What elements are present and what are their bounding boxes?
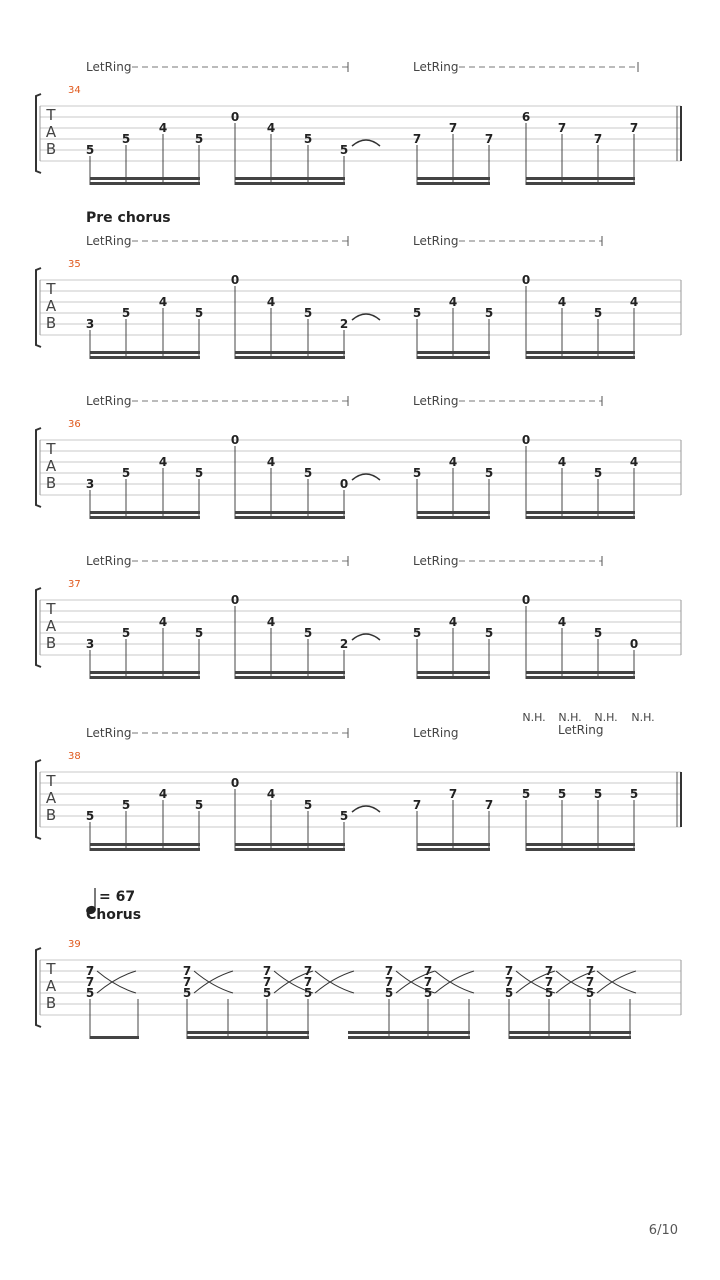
- let-ring-label: LetRing: [413, 60, 459, 74]
- chord-fret-number: 7: [303, 975, 313, 989]
- beam-primary: [90, 676, 200, 679]
- fret-number: 0: [339, 477, 349, 491]
- natural-harmonic-label: N.H.: [522, 711, 546, 724]
- fret-number: 5: [121, 798, 131, 812]
- system-34-tab-letter-t: T: [46, 106, 56, 124]
- system-34-tab-letter-b: B: [45, 140, 57, 158]
- let-ring-label: LetRing: [86, 554, 132, 568]
- fret-number: 5: [194, 132, 204, 146]
- fret-number: 5: [121, 626, 131, 640]
- beam-secondary: [90, 351, 200, 354]
- system-36-tab-letter-t: T: [46, 440, 56, 458]
- tempo-marking: = 67: [99, 889, 136, 905]
- beam-primary: [235, 356, 345, 359]
- beam-primary: [526, 848, 635, 851]
- fret-number: 4: [448, 615, 458, 629]
- beam-primary: [187, 1036, 309, 1039]
- fret-number: 4: [158, 787, 168, 801]
- chord-fret-number: 7: [303, 964, 313, 978]
- chord-fret-number: 7: [504, 975, 514, 989]
- beam-primary: [509, 1036, 631, 1039]
- measure-number: 34: [68, 85, 81, 96]
- chord-fret-number: 7: [423, 964, 433, 978]
- tie-arc: [352, 314, 380, 320]
- system-35-tab-letter-a: A: [45, 297, 57, 315]
- beam-secondary: [526, 671, 635, 674]
- fret-number: 4: [158, 295, 168, 309]
- beam-primary: [526, 676, 635, 679]
- fret-number: 5: [303, 466, 313, 480]
- fret-number: 4: [158, 615, 168, 629]
- fret-number: 0: [521, 273, 531, 287]
- fret-number: 5: [121, 306, 131, 320]
- chord-fret-number: 5: [85, 986, 95, 1000]
- fret-number: 3: [85, 477, 95, 491]
- chord-fret-number: 7: [384, 975, 394, 989]
- section-label: Chorus: [86, 907, 142, 923]
- fret-number: 4: [266, 615, 276, 629]
- tie-arc: [352, 474, 380, 480]
- fret-number: 3: [85, 317, 95, 331]
- natural-harmonic-label: N.H.: [558, 711, 582, 724]
- beam-primary: [235, 676, 345, 679]
- fret-number: 5: [85, 143, 95, 157]
- fret-number: 5: [121, 132, 131, 146]
- system-34-tab-letter-a: A: [45, 123, 57, 141]
- let-ring-label: LetRing: [413, 234, 459, 248]
- beam-primary: [526, 356, 635, 359]
- tab-system-37: [36, 554, 681, 679]
- chord-fret-number: 7: [262, 964, 272, 978]
- fret-number: 5: [339, 809, 349, 823]
- systems-layer: [36, 60, 681, 851]
- fret-number: 5: [557, 787, 567, 801]
- system-38-tab-letter-a: A: [45, 789, 57, 807]
- beam-secondary: [417, 511, 490, 514]
- chord-fret-number: 7: [182, 975, 192, 989]
- chord-fret-number: 7: [85, 975, 95, 989]
- fret-number: 0: [230, 433, 240, 447]
- fret-number: 4: [158, 455, 168, 469]
- chord-fret-number: 7: [544, 964, 554, 978]
- fret-number: 5: [629, 787, 639, 801]
- tab-system-38: [36, 711, 681, 851]
- fret-number: 7: [412, 798, 422, 812]
- beam-secondary: [526, 511, 635, 514]
- beam-secondary: [417, 177, 490, 180]
- fret-number: 7: [557, 121, 567, 135]
- beam-secondary: [235, 351, 345, 354]
- chord-fret-number: 5: [262, 986, 272, 1000]
- system-39-tab-letter-a: A: [45, 977, 57, 995]
- fret-number: 5: [194, 306, 204, 320]
- system-36-tab-letter-a: A: [45, 457, 57, 475]
- beam-secondary: [526, 351, 635, 354]
- fret-number: 5: [412, 626, 422, 640]
- beam-primary: [417, 676, 490, 679]
- tab-system-36: [36, 394, 681, 519]
- fret-number: 2: [339, 317, 349, 331]
- beam-secondary: [509, 1031, 631, 1034]
- beam-primary: [90, 1036, 139, 1039]
- chord-fret-number: 7: [384, 964, 394, 978]
- measure-number: 38: [68, 751, 81, 762]
- fret-number: 5: [194, 626, 204, 640]
- system-35-tab-letter-b: B: [45, 314, 57, 332]
- fret-number: 5: [521, 787, 531, 801]
- let-ring-label: LetRing: [86, 60, 132, 74]
- beam-primary: [235, 848, 345, 851]
- beam-primary: [235, 182, 345, 185]
- let-ring-label: LetRing: [558, 723, 604, 737]
- fret-number: 0: [230, 273, 240, 287]
- measure-number: 37: [68, 579, 81, 590]
- fret-number: 5: [303, 798, 313, 812]
- fret-number: 5: [412, 306, 422, 320]
- chord-fret-number: 7: [182, 964, 192, 978]
- beam-primary: [417, 182, 490, 185]
- fret-number: 7: [484, 132, 494, 146]
- tie-arc: [352, 806, 380, 812]
- natural-harmonic-label: N.H.: [594, 711, 618, 724]
- fret-number: 5: [339, 143, 349, 157]
- fret-number: 5: [593, 787, 603, 801]
- page-number: 6/10: [648, 1223, 678, 1238]
- fret-number: 3: [85, 637, 95, 651]
- fret-number: 4: [266, 121, 276, 135]
- system-39-tab-letter-b: B: [45, 994, 57, 1012]
- let-ring-label: LetRing: [86, 726, 132, 740]
- chord-fret-number: 7: [85, 964, 95, 978]
- fret-number: 4: [557, 295, 567, 309]
- fret-number: 5: [593, 626, 603, 640]
- fret-number: 7: [593, 132, 603, 146]
- chord-fret-number: 7: [585, 975, 595, 989]
- fret-number: 5: [593, 466, 603, 480]
- system-35-tab-letter-t: T: [46, 280, 56, 298]
- fret-number: 0: [521, 593, 531, 607]
- beam-primary: [526, 516, 635, 519]
- beam-secondary: [526, 843, 635, 846]
- system-38-tab-letter-t: T: [46, 772, 56, 790]
- fret-number: 5: [194, 466, 204, 480]
- fret-number: 5: [484, 306, 494, 320]
- beam-secondary: [90, 843, 200, 846]
- beam-secondary: [235, 177, 345, 180]
- chord-fret-number: 5: [585, 986, 595, 1000]
- chord-fret-number: 7: [544, 975, 554, 989]
- chord-fret-number: 5: [504, 986, 514, 1000]
- chord-fret-number: 7: [262, 975, 272, 989]
- system-37-tab-letter-t: T: [46, 600, 56, 618]
- chord-fret-number: 5: [303, 986, 313, 1000]
- fret-number: 7: [629, 121, 639, 135]
- beam-secondary: [235, 843, 345, 846]
- fret-number: 5: [303, 626, 313, 640]
- system-37-tab-letter-b: B: [45, 634, 57, 652]
- beam-primary: [526, 182, 635, 185]
- beam-secondary: [417, 843, 490, 846]
- fret-number: 7: [412, 132, 422, 146]
- system-38-tab-letter-b: B: [45, 806, 57, 824]
- beam-primary: [417, 356, 490, 359]
- fret-number: 5: [85, 809, 95, 823]
- chord-fret-number: 7: [504, 964, 514, 978]
- measure-number: 39: [68, 939, 81, 950]
- measure-number: 35: [68, 259, 81, 270]
- natural-harmonic-label: N.H.: [631, 711, 655, 724]
- chord-fret-number: 5: [544, 986, 554, 1000]
- let-ring-label: LetRing: [413, 394, 459, 408]
- fret-number: 0: [521, 433, 531, 447]
- beam-secondary: [187, 1031, 309, 1034]
- fret-number: 4: [266, 295, 276, 309]
- fret-number: 0: [230, 110, 240, 124]
- fret-number: 4: [557, 615, 567, 629]
- fret-number: 4: [629, 295, 639, 309]
- let-ring-label: LetRing: [413, 726, 459, 740]
- tie-arc: [352, 634, 380, 640]
- beam-secondary: [90, 177, 200, 180]
- let-ring-label: LetRing: [86, 394, 132, 408]
- chorus-system: [36, 888, 681, 1039]
- fret-number: 5: [484, 466, 494, 480]
- system-36-tab-letter-b: B: [45, 474, 57, 492]
- fret-number: 0: [230, 593, 240, 607]
- beam-secondary: [90, 511, 200, 514]
- beam-primary: [235, 516, 345, 519]
- chord-fret-number: 5: [182, 986, 192, 1000]
- fret-number: 7: [448, 787, 458, 801]
- fret-number: 5: [412, 466, 422, 480]
- beam-secondary: [417, 351, 490, 354]
- fret-number: 0: [230, 776, 240, 790]
- fret-number: 0: [629, 637, 639, 651]
- section-label: Pre chorus: [86, 210, 171, 226]
- beam-primary: [417, 516, 490, 519]
- system-37-tab-letter-a: A: [45, 617, 57, 635]
- chord-fret-number: 7: [423, 975, 433, 989]
- fret-number: 4: [158, 121, 168, 135]
- beam-secondary: [417, 671, 490, 674]
- fret-number: 2: [339, 637, 349, 651]
- beam-primary: [348, 1036, 470, 1039]
- system-39-tab-letter-t: T: [46, 960, 56, 978]
- beam-secondary: [348, 1031, 470, 1034]
- fret-number: 5: [484, 626, 494, 640]
- beam-secondary: [90, 671, 200, 674]
- beam-primary: [90, 848, 200, 851]
- beam-secondary: [235, 511, 345, 514]
- let-ring-label: LetRing: [86, 234, 132, 248]
- fret-number: 4: [448, 455, 458, 469]
- beam-primary: [90, 356, 200, 359]
- let-ring-label: LetRing: [413, 554, 459, 568]
- fret-number: 5: [593, 306, 603, 320]
- chord-fret-number: 5: [423, 986, 433, 1000]
- fret-number: 5: [194, 798, 204, 812]
- chord-fret-number: 5: [384, 986, 394, 1000]
- tab-system-34: [36, 60, 681, 185]
- fret-number: 5: [303, 132, 313, 146]
- tie-arc: [352, 140, 380, 146]
- fret-number: 5: [303, 306, 313, 320]
- beam-secondary: [526, 177, 635, 180]
- fret-number: 7: [448, 121, 458, 135]
- fret-number: 4: [448, 295, 458, 309]
- measure-number: 36: [68, 419, 81, 430]
- fret-number: 4: [629, 455, 639, 469]
- beam-secondary: [235, 671, 345, 674]
- beam-primary: [90, 182, 200, 185]
- fret-number: 4: [557, 455, 567, 469]
- tab-system-35: [36, 210, 681, 359]
- fret-number: 4: [266, 787, 276, 801]
- chord-fret-number: 7: [585, 964, 595, 978]
- beam-primary: [90, 516, 200, 519]
- fret-number: 7: [484, 798, 494, 812]
- beam-primary: [417, 848, 490, 851]
- fret-number: 4: [266, 455, 276, 469]
- fret-number: 6: [521, 110, 531, 124]
- fret-number: 5: [121, 466, 131, 480]
